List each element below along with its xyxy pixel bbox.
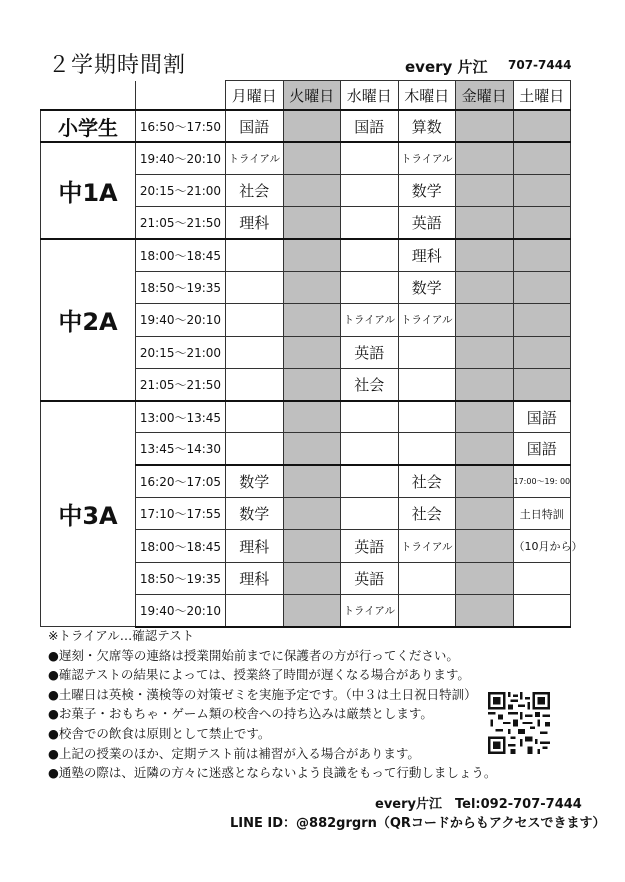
class-cell — [341, 142, 399, 174]
time-slot: 19:40～20:10 — [136, 594, 226, 626]
time-slot: 20:15～21:00 — [136, 175, 226, 207]
class-cell — [456, 110, 514, 142]
class-cell — [226, 271, 284, 303]
time-slot: 13:00～13:45 — [136, 401, 226, 433]
class-cell — [456, 530, 514, 562]
class-cell: トライアル — [341, 594, 399, 626]
class-cell — [226, 304, 284, 336]
class-cell — [513, 562, 571, 594]
class-cell — [398, 336, 456, 368]
class-cell — [283, 336, 341, 368]
class-cell: 数学 — [226, 498, 284, 530]
class-cell — [513, 368, 571, 400]
class-cell — [341, 271, 399, 303]
class-cell — [456, 498, 514, 530]
time-slot: 16:50～17:50 — [136, 110, 226, 142]
class-cell — [456, 465, 514, 497]
note-item: ●土曜日は英検・漢検等の対策ゼミを実施予定です。（中３は土日祝日特訓） — [48, 686, 477, 702]
class-cell — [283, 401, 341, 433]
class-cell — [398, 562, 456, 594]
class-cell — [226, 368, 284, 400]
class-cell: 数学 — [226, 465, 284, 497]
time-slot: 21:05～21:50 — [136, 207, 226, 239]
class-cell — [456, 207, 514, 239]
class-cell — [283, 465, 341, 497]
class-cell: トライアル — [341, 304, 399, 336]
class-cell: 社会 — [398, 465, 456, 497]
class-cell — [456, 175, 514, 207]
page-header — [0, 0, 625, 80]
day-header-mon: 月曜日 — [226, 81, 284, 111]
day-header-row — [41, 81, 571, 111]
time-slot: 16:20～17:05 — [136, 465, 226, 497]
group-label-g1: 中1A — [41, 142, 136, 239]
table-row — [41, 110, 571, 142]
table-row — [41, 401, 571, 433]
class-cell: 理科 — [226, 207, 284, 239]
table-row — [41, 142, 571, 174]
class-cell — [398, 401, 456, 433]
class-cell: 国語 — [513, 433, 571, 465]
time-slot: 17:10～17:55 — [136, 498, 226, 530]
time-slot: 18:00～18:45 — [136, 530, 226, 562]
class-cell — [283, 142, 341, 174]
time-slot: 18:50～19:35 — [136, 271, 226, 303]
class-cell — [283, 304, 341, 336]
class-cell: 国語 — [513, 401, 571, 433]
class-cell — [513, 110, 571, 142]
class-cell: 英語 — [341, 530, 399, 562]
class-cell — [513, 142, 571, 174]
class-cell — [513, 175, 571, 207]
class-cell — [283, 498, 341, 530]
class-cell — [341, 207, 399, 239]
brand-name: every 片江 — [405, 58, 488, 76]
class-cell — [341, 465, 399, 497]
class-cell — [226, 433, 284, 465]
footer-contact: every片江 Tel:092-707-7444 — [375, 797, 582, 812]
class-cell — [398, 368, 456, 400]
class-cell — [513, 271, 571, 303]
note-item: ●通塾の際は、近隣の方々に迷惑とならないよう良識をもって行動しましょう。 — [48, 765, 497, 781]
time-slot: 18:00～18:45 — [136, 239, 226, 271]
note-item: ●校舎での飲食は原則として禁止です。 — [48, 725, 271, 741]
class-cell — [341, 401, 399, 433]
qr-code-icon[interactable] — [488, 692, 550, 754]
class-cell: トライアル — [398, 142, 456, 174]
footer-line-id: LINE ID：@882grgrn（QRコードからもアクセスできます） — [230, 816, 606, 831]
header-blank — [41, 81, 136, 111]
class-cell — [283, 271, 341, 303]
time-slot: 19:40～20:10 — [136, 304, 226, 336]
class-cell — [341, 433, 399, 465]
day-header-thu: 木曜日 — [398, 81, 456, 111]
class-cell — [283, 594, 341, 626]
class-cell — [456, 239, 514, 271]
header-blank — [136, 81, 226, 111]
note-item: ※トライアル…確認テスト — [48, 628, 195, 643]
class-cell — [456, 304, 514, 336]
brand-phone: 707-7444 — [508, 58, 572, 72]
class-cell: 社会 — [341, 368, 399, 400]
class-cell: 国語 — [341, 110, 399, 142]
class-cell — [283, 368, 341, 400]
time-slot: 20:15～21:00 — [136, 336, 226, 368]
class-cell — [226, 336, 284, 368]
class-cell — [513, 207, 571, 239]
class-cell — [513, 336, 571, 368]
class-cell: 理科 — [226, 530, 284, 562]
note-item: ●確認テストの結果によっては、授業終了時間が遅くなる場合があります。 — [48, 667, 470, 683]
class-cell — [456, 594, 514, 626]
class-cell: 国語 — [226, 110, 284, 142]
class-cell — [283, 110, 341, 142]
class-cell — [226, 401, 284, 433]
class-cell — [283, 562, 341, 594]
class-cell — [398, 594, 456, 626]
class-cell: 数学 — [398, 175, 456, 207]
time-slot: 18:50～19:35 — [136, 562, 226, 594]
class-cell — [456, 433, 514, 465]
class-cell — [513, 239, 571, 271]
class-cell — [513, 594, 571, 626]
day-header-sat: 土曜日 — [513, 81, 571, 111]
group-label-elem: 小学生 — [41, 110, 136, 142]
class-cell — [283, 239, 341, 271]
group-label-g2: 中2A — [41, 239, 136, 400]
day-header-wed: 水曜日 — [341, 81, 399, 111]
class-cell — [456, 562, 514, 594]
class-cell — [341, 239, 399, 271]
class-cell: 算数 — [398, 110, 456, 142]
class-cell — [456, 401, 514, 433]
time-slot: 21:05～21:50 — [136, 368, 226, 400]
class-cell — [283, 530, 341, 562]
class-cell — [283, 175, 341, 207]
day-header-fri: 金曜日 — [456, 81, 514, 111]
class-cell — [226, 594, 284, 626]
class-cell — [341, 175, 399, 207]
class-cell — [283, 433, 341, 465]
class-cell: トライアル — [398, 304, 456, 336]
class-cell — [456, 142, 514, 174]
class-cell: 英語 — [341, 562, 399, 594]
group-label-g3: 中3A — [41, 401, 136, 627]
class-cell: 数学 — [398, 271, 456, 303]
class-cell: 社会 — [398, 498, 456, 530]
class-cell — [398, 433, 456, 465]
class-cell — [456, 271, 514, 303]
class-cell: （10月から） — [513, 530, 571, 562]
day-header-tue: 火曜日 — [283, 81, 341, 111]
class-cell — [341, 498, 399, 530]
class-cell: 理科 — [398, 239, 456, 271]
timetable — [40, 80, 583, 628]
class-cell: 社会 — [226, 175, 284, 207]
page-title: ２学期時間割 — [48, 53, 187, 78]
class-cell: 理科 — [226, 562, 284, 594]
class-cell — [456, 336, 514, 368]
class-cell — [226, 239, 284, 271]
note-item: ●お菓子・おもちゃ・ゲーム類の校舎への持ち込みは厳禁とします。 — [48, 706, 433, 722]
class-cell: 英語 — [398, 207, 456, 239]
class-cell: 英語 — [341, 336, 399, 368]
class-cell: トライアル — [398, 530, 456, 562]
class-cell: トライアル — [226, 142, 284, 174]
class-cell: 17:00～19: 00 — [513, 465, 571, 497]
table-row — [41, 239, 571, 271]
class-cell: 土日特訓 — [513, 498, 571, 530]
class-cell — [283, 207, 341, 239]
time-slot: 19:40～20:10 — [136, 142, 226, 174]
class-cell — [456, 368, 514, 400]
note-item: ●上記の授業のほか、定期テスト前は補習が入る場合があります。 — [48, 745, 420, 761]
time-slot: 13:45～14:30 — [136, 433, 226, 465]
class-cell — [513, 304, 571, 336]
note-item: ●遅刻・欠席等の連絡は授業開始前までに保護者の方が行ってください。 — [48, 647, 459, 663]
